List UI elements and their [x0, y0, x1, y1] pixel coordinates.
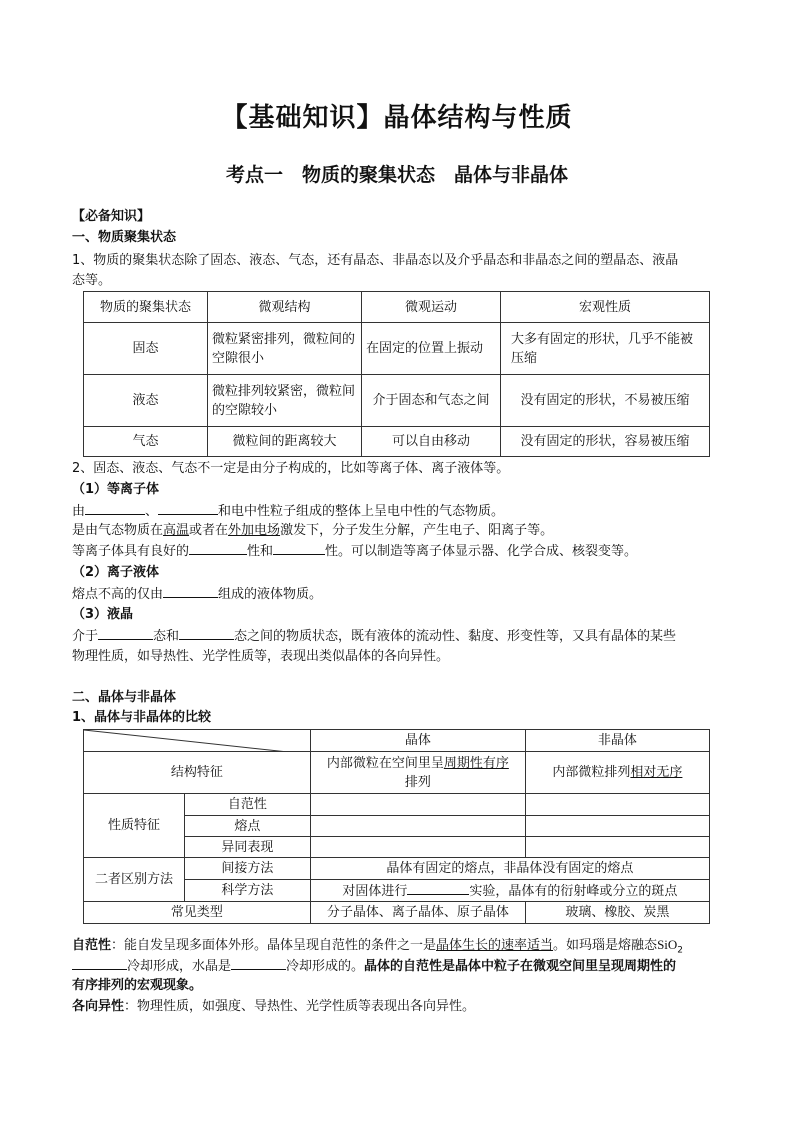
table-row [84, 427, 710, 457]
common-label: 常见类型 [84, 902, 311, 924]
plasma-line3: 等离子体具有良好的 性和 性。可以制造等离子体显示器、化学合成、核裂变等。 [72, 541, 637, 562]
th-structure: 微观结构 [208, 292, 362, 323]
lc-line1: 介于 态和 态之间的物质状态，既有液体的流动性、黏度、形变性等，又具有晶体的某些 [72, 626, 676, 647]
cell-motion: 可以自由移动 [362, 427, 501, 457]
self-shape-line2: 冷却形成，水晶是 冷却形成的。晶体的自范性是晶体中粒子在微观空间里呈现周期性的 [72, 956, 676, 977]
property-item: 异同表现 [185, 837, 311, 858]
cell-structure: 微粒间的距离较大 [208, 427, 362, 457]
scientific-label: 科学方法 [185, 880, 311, 902]
fill-blank[interactable] [85, 501, 145, 515]
common-amorphous: 玻璃、橡胶、炭黑 [525, 902, 709, 924]
diagonal-header-cell [84, 730, 311, 752]
th-motion: 微观运动 [362, 292, 501, 323]
crystal-compare-table [83, 729, 710, 924]
empty-cell[interactable] [525, 816, 709, 837]
fill-blank[interactable] [163, 584, 218, 598]
cell-macro: 大多有固定的形状，几乎不能被压缩 [501, 323, 710, 375]
table-row [84, 375, 710, 427]
fill-blank[interactable] [72, 956, 127, 970]
fill-blank[interactable] [273, 541, 325, 555]
self-shape-line3: 有序排列的宏观现象。 [72, 978, 203, 993]
part1-heading: 一、物质聚集状态 [72, 230, 177, 245]
table-row [84, 323, 710, 375]
empty-cell[interactable] [310, 816, 525, 837]
empty-cell[interactable] [525, 837, 709, 858]
indirect-text: 晶体有固定的熔点，非晶体没有固定的熔点 [310, 858, 709, 880]
part1-p1: 1、物质的聚集状态除了固态、液态、气态，还有晶态、非晶态以及介乎晶态和非晶态之间的塑晶态、液晶 [72, 253, 679, 268]
page-title: 【基础知识】晶体结构与性质 [221, 103, 573, 133]
part2-sub1: 1、晶体与非晶体的比较 [72, 710, 212, 725]
states-table [83, 291, 710, 457]
section-tag: 【必备知识】 [72, 209, 151, 224]
th-state: 物质的聚集状态 [84, 292, 208, 323]
common-crystal: 分子晶体、离子晶体、原子晶体 [310, 902, 525, 924]
part2-heading: 二、晶体与非晶体 [72, 690, 177, 705]
cell-state: 固态 [84, 323, 208, 375]
states-table-header [84, 292, 710, 323]
lc-line2: 物理性质，如导热性、光学性质等，表现出类似晶体的各向异性。 [72, 649, 450, 664]
part1-p1b: 态等。 [72, 273, 112, 288]
fill-blank[interactable] [231, 956, 286, 970]
fill-blank[interactable] [98, 626, 153, 640]
cell-state: 液态 [84, 375, 208, 427]
cell-macro: 没有固定的形状，容易被压缩 [501, 427, 710, 457]
cell-macro: 没有固定的形状，不易被压缩 [501, 375, 710, 427]
ionic-heading: （2）离子液体 [72, 565, 160, 580]
page-subtitle: 考点一 物质的聚集状态 晶体与非晶体 [225, 164, 568, 186]
th-amorphous: 非晶体 [525, 730, 709, 752]
cell-motion: 在固定的位置上振动 [362, 323, 501, 375]
fill-blank[interactable] [179, 626, 234, 640]
structure-amorphous: 内部微粒排列相对无序 [525, 752, 709, 794]
empty-cell[interactable] [310, 837, 525, 858]
cell-structure: 微粒紧密排列，微粒间的空隙很小 [208, 323, 362, 375]
structure-crystal: 内部微粒在空间里呈周期性有序 排列 [310, 752, 525, 794]
empty-cell[interactable] [310, 794, 525, 816]
ionic-line1: 熔点不高的仅由 组成的液体物质。 [72, 584, 322, 605]
property-item: 自范性 [185, 794, 311, 816]
plasma-heading: （1）等离子体 [72, 482, 160, 497]
cell-state: 气态 [84, 427, 208, 457]
fill-blank[interactable] [158, 501, 218, 515]
property-item: 熔点 [185, 816, 311, 837]
lc-heading: （3）液晶 [72, 607, 134, 622]
indirect-label: 间接方法 [185, 858, 311, 880]
th-macro: 宏观性质 [501, 292, 710, 323]
table-row [84, 752, 710, 794]
anisotropy-line: 各向异性：物理性质，如强度、导热性、光学性质等表现出各向异性。 [72, 999, 476, 1014]
fill-blank[interactable] [189, 541, 247, 555]
cell-structure: 微粒排列较紧密，微粒间的空隙较小 [208, 375, 362, 427]
cell-motion: 介于固态和气态之间 [362, 375, 501, 427]
property-label: 性质特征 [84, 794, 185, 858]
table-row [84, 794, 710, 816]
part1-p2: 2、固态、液态、气态不一定是由分子构成的，比如等离子体、离子液体等。 [72, 461, 510, 476]
empty-cell[interactable] [525, 794, 709, 816]
diagonal-line-icon [84, 730, 288, 752]
plasma-line1: 由 、 和电中性粒子组成的整体上呈电中性的气态物质。 [72, 501, 504, 522]
th-crystal: 晶体 [310, 730, 525, 752]
table-row [84, 902, 710, 924]
table-row [84, 858, 710, 880]
distinguish-label: 二者区别方法 [84, 858, 185, 902]
self-shape-line1: 自范性：能自发呈现多面体外形。晶体呈现自范性的条件之一是晶体生长的速率适当。如玛瑙是熔融态SiO$_2$ [72, 937, 684, 956]
structure-label: 结构特征 [84, 752, 311, 794]
plasma-line2: 是由气态物质在高温或者在外加电场激发下，分子发生分解，产生电子、阳离子等。 [72, 523, 554, 538]
fill-blank[interactable] [407, 881, 469, 895]
scientific-text: 对固体进行 实验，晶体有的衍射峰或分立的斑点 [310, 880, 709, 902]
